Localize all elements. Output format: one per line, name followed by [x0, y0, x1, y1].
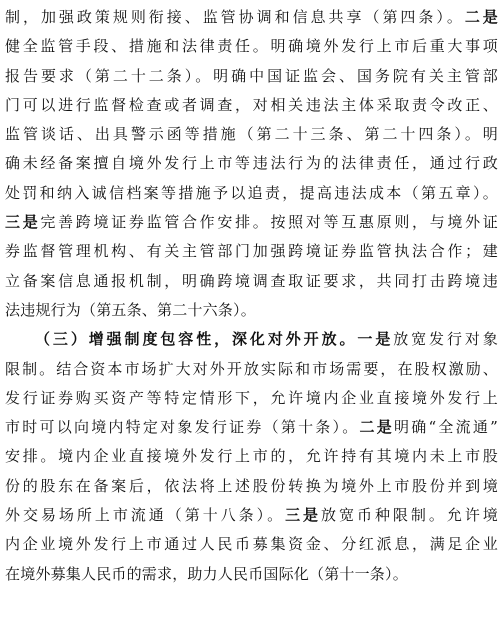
text-line: 立备案信息通报机制，明确跨境调查取证要求，共同打击跨境违: [5, 271, 498, 290]
text-line: 处罚和纳入诚信档案等措施予以追责，提高违法成本（第五章）。: [5, 183, 498, 202]
text-line: 监管谈话、出具警示函等措施（第二十三条、第二十四条）。明: [5, 125, 498, 144]
section-heading-line: （三）增强制度包容性，深化对外开放。一是放宽发行对象: [35, 330, 498, 349]
text-line: 券监督管理机构、有关主管部门加强跨境证券监管执法合作；建: [5, 242, 498, 261]
text-line: 安排。境内企业直接境外发行上市的，允许持有其境内未上市股: [5, 447, 498, 466]
text-line: 法违规行为（第五条、第二十六条）。: [5, 300, 256, 319]
text-line: 发行证券购买资产等特定情形下，允许境内企业直接境外发行上: [5, 388, 498, 407]
text-line: 市时可以向境内特定对象发行证券（第十条）。二是明确“全流通”: [5, 418, 498, 437]
text-line: 份的股东在备案后，依法将上述股份转换为境外上市股份并到境: [5, 476, 498, 495]
text-line: 报告要求（第二十二条）。明确中国证监会、国务院有关主管部: [5, 66, 498, 85]
text-line: 制，加强政策规则衔接、监管协调和信息共享（第四条）。二是: [5, 8, 499, 26]
text-line: 三是完善跨境证券监管合作安排。按照对等互惠原则，与境外证: [5, 213, 499, 232]
text-line: 确未经备案擅自境外发行上市等违法行为的法律责任，通过行政: [5, 154, 498, 173]
text-line: 外交易场所上市流通（第十八条）。三是放宽币种限制。允许境: [5, 506, 498, 525]
text-line: 门可以进行监督检查或者调查，对相关违法主体采取责令改正、: [5, 95, 498, 114]
text-line: 在境外募集人民币的需求，助力人民币国际化（第十一条）。: [5, 564, 408, 583]
section-heading: （三）增强制度包容性，深化对外开放。: [35, 330, 358, 349]
text-line: 限制。结合资本市场扩大对外开放实际和市场需要，在股权激励、: [5, 359, 498, 378]
text-line: 内企业境外发行上市通过人民币募集资金、分红派息，满足企业: [5, 535, 498, 554]
text-line: 健全监管手段、措施和法律责任。明确境外发行上市后重大事项: [5, 37, 498, 56]
